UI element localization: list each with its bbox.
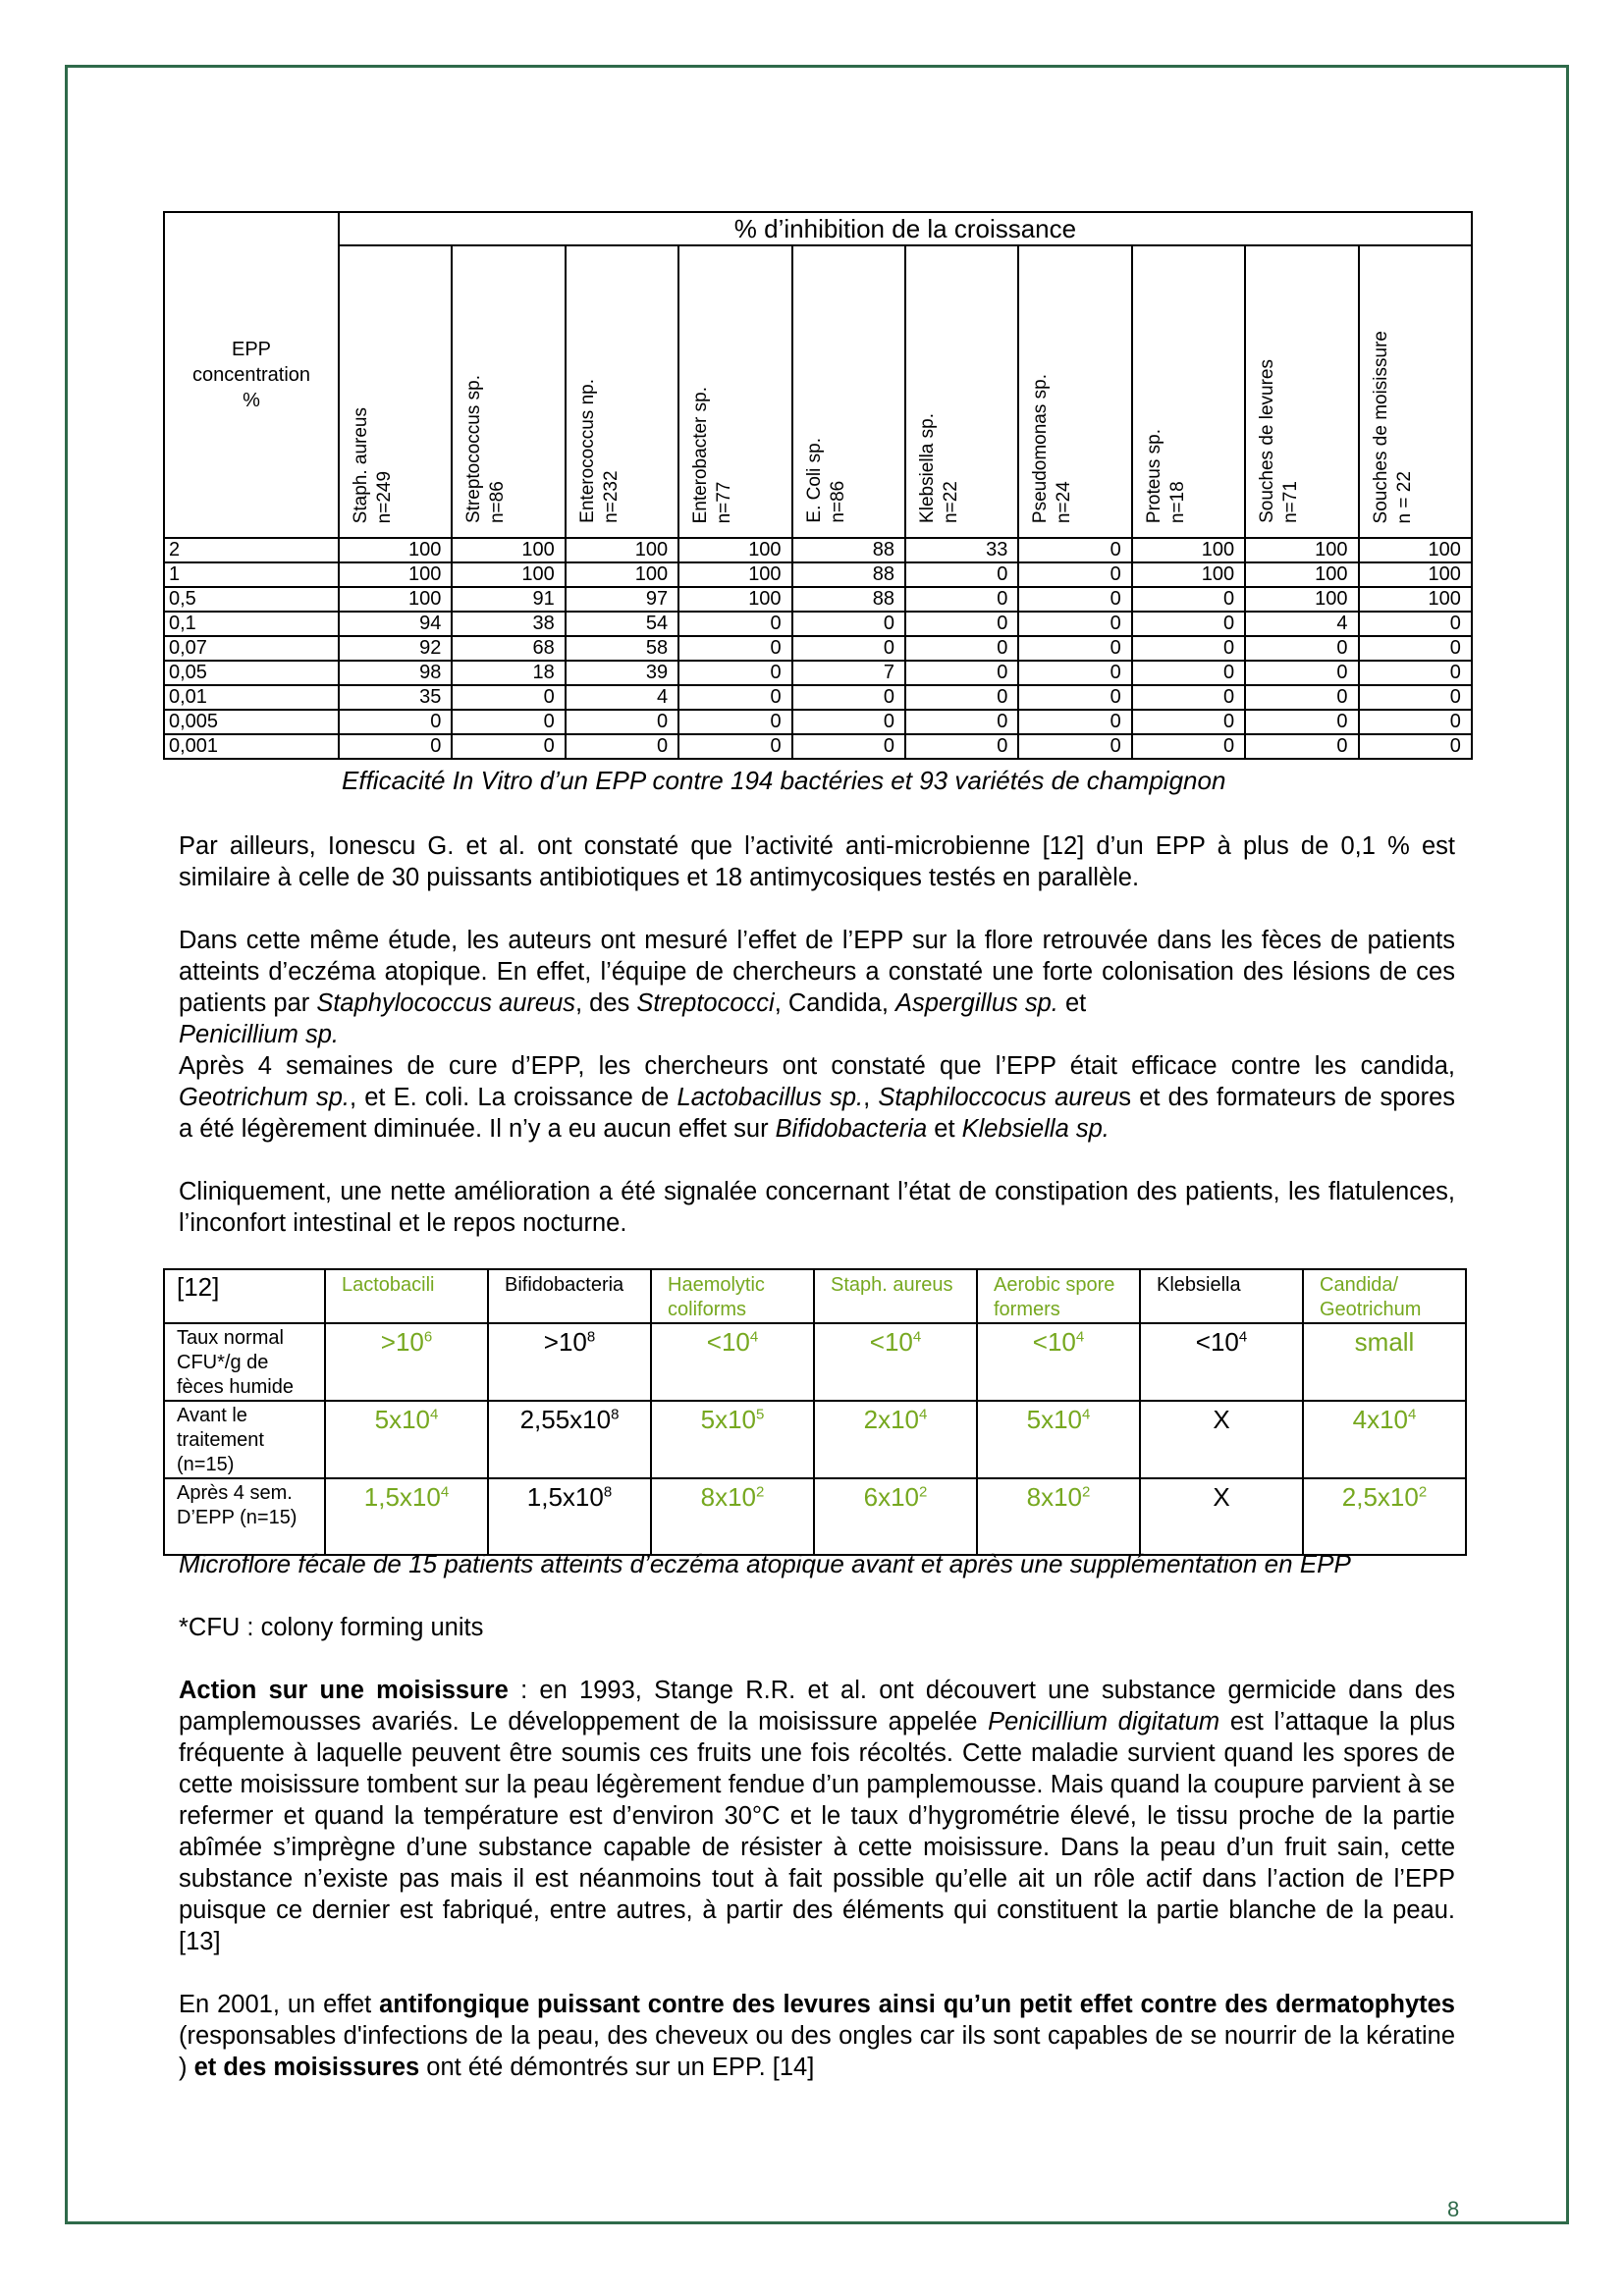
inhibition-value: 100 <box>1359 538 1472 562</box>
cfu-note: *CFU : colony forming units <box>179 1614 484 1641</box>
inhibition-value: 0 <box>1245 636 1358 661</box>
inhibition-value: 0 <box>1132 685 1245 710</box>
flora-column-header: Aerobic spore formers <box>977 1269 1140 1323</box>
organism-name: Enterococcus np. <box>576 379 598 523</box>
inhibition-value: 0 <box>1359 612 1472 636</box>
inhibition-value: 100 <box>566 538 678 562</box>
inhibition-value: 0 <box>1245 734 1358 759</box>
inhibition-header: % d’inhibition de la croissance <box>339 212 1472 245</box>
flora-column-header: Lactobacili <box>325 1269 488 1323</box>
inhibition-value: 0 <box>792 612 905 636</box>
inhibition-value: 0 <box>1132 587 1245 612</box>
sample-count: n=86 <box>827 481 848 523</box>
inhibition-value: 0 <box>905 587 1018 612</box>
inhibition-value: 98 <box>339 661 452 685</box>
inhibition-value: 0 <box>1132 661 1245 685</box>
inhibition-value: 91 <box>452 587 565 612</box>
organism-name: Pseudomonas sp. <box>1030 373 1052 523</box>
inhibition-value: 0 <box>566 710 678 734</box>
organism-name: Proteus sp. <box>1143 428 1164 523</box>
inhibition-value: 0 <box>792 636 905 661</box>
inhibition-value: 0 <box>678 734 791 759</box>
inhibition-value: 100 <box>1359 562 1472 587</box>
flora-value: X <box>1140 1478 1303 1555</box>
paragraph-study: Dans cette même étude, les auteurs ont mesuré l’effet de l’EPP sur la flore retrouvée dans les fèces de patients atteints d’eczéma atopique. En effet, l’équipe de chercheurs a constaté une forte colonisation des lésions de ces patients par Staphylococcus aureus, des Streptococci, Candida, Aspergillus sp. et Penicillium sp. <box>179 927 1455 1048</box>
paragraph-antifungal: En 2001, un effet antifongique puissant contre des levures ainsi qu’un petit effet contre des dermatophytes (responsables d'infections de la peau, des cheveux ou des ongles car ils sont capables de se nourrir de la kératine ) et des moisissures ont été démontrés sur un EPP. [14] <box>179 1991 1455 2081</box>
column-header <box>339 245 452 538</box>
inhibition-value: 0 <box>1018 587 1131 612</box>
inhibition-value: 100 <box>566 562 678 587</box>
epp-concentration-header: EPP concentration % <box>164 212 339 538</box>
column-header <box>678 245 791 538</box>
inhibition-value: 0 <box>452 710 565 734</box>
inhibition-value: 0 <box>1132 710 1245 734</box>
flora-value: $4x10^4$ <box>1303 1401 1466 1478</box>
concentration-cell: 2 <box>164 538 339 562</box>
flora-column-header: Bifidobacteria <box>488 1269 651 1323</box>
inhibition-value: 100 <box>1245 562 1358 587</box>
column-header <box>1359 245 1472 538</box>
organism-name: E. Coli sp. <box>803 438 825 523</box>
inhibition-value: 7 <box>792 661 905 685</box>
inhibition-value: 100 <box>678 538 791 562</box>
flora-value: $5x10^4$ <box>977 1401 1140 1478</box>
flora-value: $8x10^2$ <box>977 1478 1140 1555</box>
flora-value: small <box>1303 1323 1466 1401</box>
inhibition-value: 100 <box>452 538 565 562</box>
row-label: Taux normal CFU*/g de fèces humide <box>164 1323 325 1401</box>
inhibition-value: 100 <box>339 538 452 562</box>
concentration-cell: 0,001 <box>164 734 339 759</box>
concentration-cell: 1 <box>164 562 339 587</box>
inhibition-value: 100 <box>339 587 452 612</box>
sample-count: n=22 <box>940 481 961 523</box>
flora-value: $<10^4$ <box>651 1323 814 1401</box>
inhibition-value: 0 <box>905 562 1018 587</box>
inhibition-value: 54 <box>566 612 678 636</box>
inhibition-value: 0 <box>905 685 1018 710</box>
inhibition-value: 97 <box>566 587 678 612</box>
inhibition-value: 0 <box>792 710 905 734</box>
column-header <box>1132 245 1245 538</box>
inhibition-value: 0 <box>1359 661 1472 685</box>
inhibition-value: 0 <box>1018 685 1131 710</box>
column-header <box>1018 245 1131 538</box>
inhibition-value: 0 <box>1245 661 1358 685</box>
concentration-cell: 0,05 <box>164 661 339 685</box>
concentration-cell: 0,5 <box>164 587 339 612</box>
flora-value: X <box>1140 1401 1303 1478</box>
inhibition-value: 88 <box>792 587 905 612</box>
table2-caption: Microflore fécale de 15 patients atteints d’eczéma atopique avant et après une supplémentation en EPP <box>179 1549 1351 1578</box>
paragraph-mold: Action sur une moisissure : en 1993, Stange R.R. et al. ont découvert une substance germicide dans des pamplemousses avariés. Le développement de la moisissure appelée Penicillium digitatum est l’attaque la plus fréquente à laquelle peuvent être soumis ces fruits une fois récoltés. Cette maladie survient quand les spores de cette moisissure tombent sur la peau légèrement fendue d’un pamplemousse. Mais quand la coupure parvient à se refermer et quand la température est d’environ 30°C et le taux d’hygrométrie élevé, le tissu proche de la partie abîmée s’imprègne d’une substance capable de résister à cette moisissure. Dans la peau d’un fruit sain, cette substance n’existe pas mais il est néanmoins tout à fait possible qu’elle ait un rôle actif dans l’action de l’EPP puisque ce dernier est fabriqué, entre autres, à partir des éléments qui constituent la partie blanche de la peau. [13] <box>179 1677 1455 1955</box>
inhibition-value: 100 <box>678 562 791 587</box>
inhibition-value: 100 <box>452 562 565 587</box>
inhibition-value: 92 <box>339 636 452 661</box>
inhibition-value: 0 <box>339 734 452 759</box>
row-label: Après 4 sem. D’EPP (n=15) <box>164 1478 325 1555</box>
organism-name: Souches de moisissure <box>1370 330 1391 523</box>
table1-caption: Efficacité In Vitro d’un EPP contre 194 bactéries et 93 variétés de champignon <box>342 766 1226 795</box>
table-row <box>164 538 1472 562</box>
inhibition-value: 35 <box>339 685 452 710</box>
inhibition-value: 0 <box>1359 710 1472 734</box>
inhibition-value: 0 <box>678 710 791 734</box>
concentration-cell: 0,01 <box>164 685 339 710</box>
inhibition-value: 39 <box>566 661 678 685</box>
inhibition-value: 0 <box>1018 661 1131 685</box>
inhibition-value: 88 <box>792 538 905 562</box>
inhibition-value: 38 <box>452 612 565 636</box>
inhibition-value: 0 <box>905 612 1018 636</box>
column-header <box>905 245 1018 538</box>
inhibition-value: 0 <box>1018 710 1131 734</box>
sample-count: n = 22 <box>1393 470 1415 523</box>
concentration-cell: 0,07 <box>164 636 339 661</box>
flora-value: $<10^4$ <box>814 1323 977 1401</box>
table-row <box>164 734 1472 759</box>
table-row <box>164 710 1472 734</box>
flora-value: $5x10^4$ <box>325 1401 488 1478</box>
inhibition-value: 100 <box>1132 562 1245 587</box>
column-header <box>452 245 565 538</box>
row-label: Avant le traitement (n=15) <box>164 1401 325 1478</box>
paragraph-clinical: Cliniquement, une nette amélioration a été signalée concernant l’état de constipation des patients, les flatulences, l’inconfort intestinal et le repos nocturne. <box>179 1178 1455 1237</box>
flora-value: $1,5x10^8$ <box>488 1478 651 1555</box>
inhibition-value: 0 <box>1359 734 1472 759</box>
inhibition-value: 68 <box>452 636 565 661</box>
inhibition-value: 0 <box>1018 636 1131 661</box>
inhibition-value: 0 <box>1018 562 1131 587</box>
inhibition-value: 0 <box>1245 710 1358 734</box>
sample-count: n=71 <box>1280 481 1302 523</box>
flora-column-header: Haemolytic coliforms <box>651 1269 814 1323</box>
table-row <box>164 562 1472 587</box>
inhibition-value: 88 <box>792 562 905 587</box>
flora-value: $>10^8$ <box>488 1323 651 1401</box>
inhibition-value: 100 <box>339 562 452 587</box>
flora-value: $>10^6$ <box>325 1323 488 1401</box>
inhibition-value: 0 <box>1132 612 1245 636</box>
organism-name: Enterobacter sp. <box>690 386 712 523</box>
table-row <box>164 612 1472 636</box>
sample-count: n=77 <box>714 481 735 523</box>
fecal-flora-table <box>163 1268 1467 1556</box>
table-row <box>164 661 1472 685</box>
inhibition-value: 0 <box>1132 636 1245 661</box>
inhibition-value: 0 <box>905 710 1018 734</box>
organism-name: Klebsiella sp. <box>916 413 938 523</box>
inhibition-table <box>163 211 1473 760</box>
table-row <box>164 685 1472 710</box>
table-row <box>164 587 1472 612</box>
flora-value: $5x10^5$ <box>651 1401 814 1478</box>
table-row <box>164 636 1472 661</box>
inhibition-value: 0 <box>1245 685 1358 710</box>
flora-value: $2x10^4$ <box>814 1401 977 1478</box>
flora-value: $<10^4$ <box>1140 1323 1303 1401</box>
inhibition-value: 100 <box>1359 587 1472 612</box>
inhibition-value: 4 <box>1245 612 1358 636</box>
flora-value: $<10^4$ <box>977 1323 1140 1401</box>
inhibition-value: 0 <box>792 685 905 710</box>
inhibition-value: 0 <box>566 734 678 759</box>
column-header <box>566 245 678 538</box>
inhibition-value: 4 <box>566 685 678 710</box>
sample-count: n=18 <box>1166 481 1188 523</box>
flora-value: $1,5x10^4$ <box>325 1478 488 1555</box>
paragraph-activity: Par ailleurs, Ionescu G. et al. ont constaté que l’activité anti-microbienne [12] d’un EPP à plus de 0,1 % est similaire à celle de 30 puissants antibiotiques et 18 antimycosiques testés en parallèle. <box>179 832 1455 891</box>
inhibition-value: 33 <box>905 538 1018 562</box>
table-row <box>164 1401 1466 1478</box>
inhibition-value: 100 <box>1245 538 1358 562</box>
inhibition-value: 0 <box>678 636 791 661</box>
sample-count: n=232 <box>600 470 622 523</box>
inhibition-value: 0 <box>452 734 565 759</box>
table-row <box>164 1323 1466 1401</box>
inhibition-value: 0 <box>1018 612 1131 636</box>
table-row <box>164 1478 1466 1555</box>
inhibition-value: 100 <box>1245 587 1358 612</box>
inhibition-value: 100 <box>1132 538 1245 562</box>
reference-label: [12] <box>164 1269 325 1323</box>
inhibition-value: 0 <box>678 685 791 710</box>
flora-column-header: Candida/ Geotrichum <box>1303 1269 1466 1323</box>
sample-count: n=86 <box>487 481 509 523</box>
inhibition-value: 58 <box>566 636 678 661</box>
inhibition-value: 0 <box>1018 538 1131 562</box>
flora-column-header: Klebsiella <box>1140 1269 1303 1323</box>
inhibition-value: 0 <box>905 734 1018 759</box>
inhibition-value: 0 <box>1359 636 1472 661</box>
inhibition-value: 0 <box>1018 734 1131 759</box>
inhibition-value: 0 <box>1359 685 1472 710</box>
organism-name: Staph. aureus <box>351 406 371 523</box>
sample-count: n=249 <box>374 470 395 523</box>
paragraph-results: Après 4 semaines de cure d’EPP, les chercheurs ont constaté que l’EPP était efficace contre les candida, Geotrichum sp., et E. coli. La croissance de Lactobacillus sp., Staphiloccocus aureus et des formateurs de spores a été légèrement diminuée. Il n’y a eu aucun effet sur Bifidobacteria et Klebsiella sp. <box>179 1052 1456 1143</box>
flora-value: $6x10^2$ <box>814 1478 977 1555</box>
flora-value: $2,5x10^2$ <box>1303 1478 1466 1555</box>
inhibition-value: 18 <box>452 661 565 685</box>
inhibition-value: 0 <box>905 636 1018 661</box>
organism-name: Souches de levures <box>1257 359 1278 523</box>
concentration-cell: 0,1 <box>164 612 339 636</box>
flora-value: $2,55x10^8$ <box>488 1401 651 1478</box>
column-header <box>792 245 905 538</box>
inhibition-value: 94 <box>339 612 452 636</box>
sample-count: n=24 <box>1054 481 1075 523</box>
concentration-cell: 0,005 <box>164 710 339 734</box>
inhibition-value: 100 <box>678 587 791 612</box>
flora-value: $8x10^2$ <box>651 1478 814 1555</box>
inhibition-value: 0 <box>678 612 791 636</box>
inhibition-value: 0 <box>905 661 1018 685</box>
inhibition-value: 0 <box>792 734 905 759</box>
organism-name: Streptococcus sp. <box>463 374 485 523</box>
column-header <box>1245 245 1358 538</box>
inhibition-value: 0 <box>339 710 452 734</box>
inhibition-value: 0 <box>678 661 791 685</box>
inhibition-value: 0 <box>452 685 565 710</box>
inhibition-value: 0 <box>1132 734 1245 759</box>
page-number: 8 <box>1447 2197 1460 2221</box>
flora-column-header: Staph. aureus <box>814 1269 977 1323</box>
